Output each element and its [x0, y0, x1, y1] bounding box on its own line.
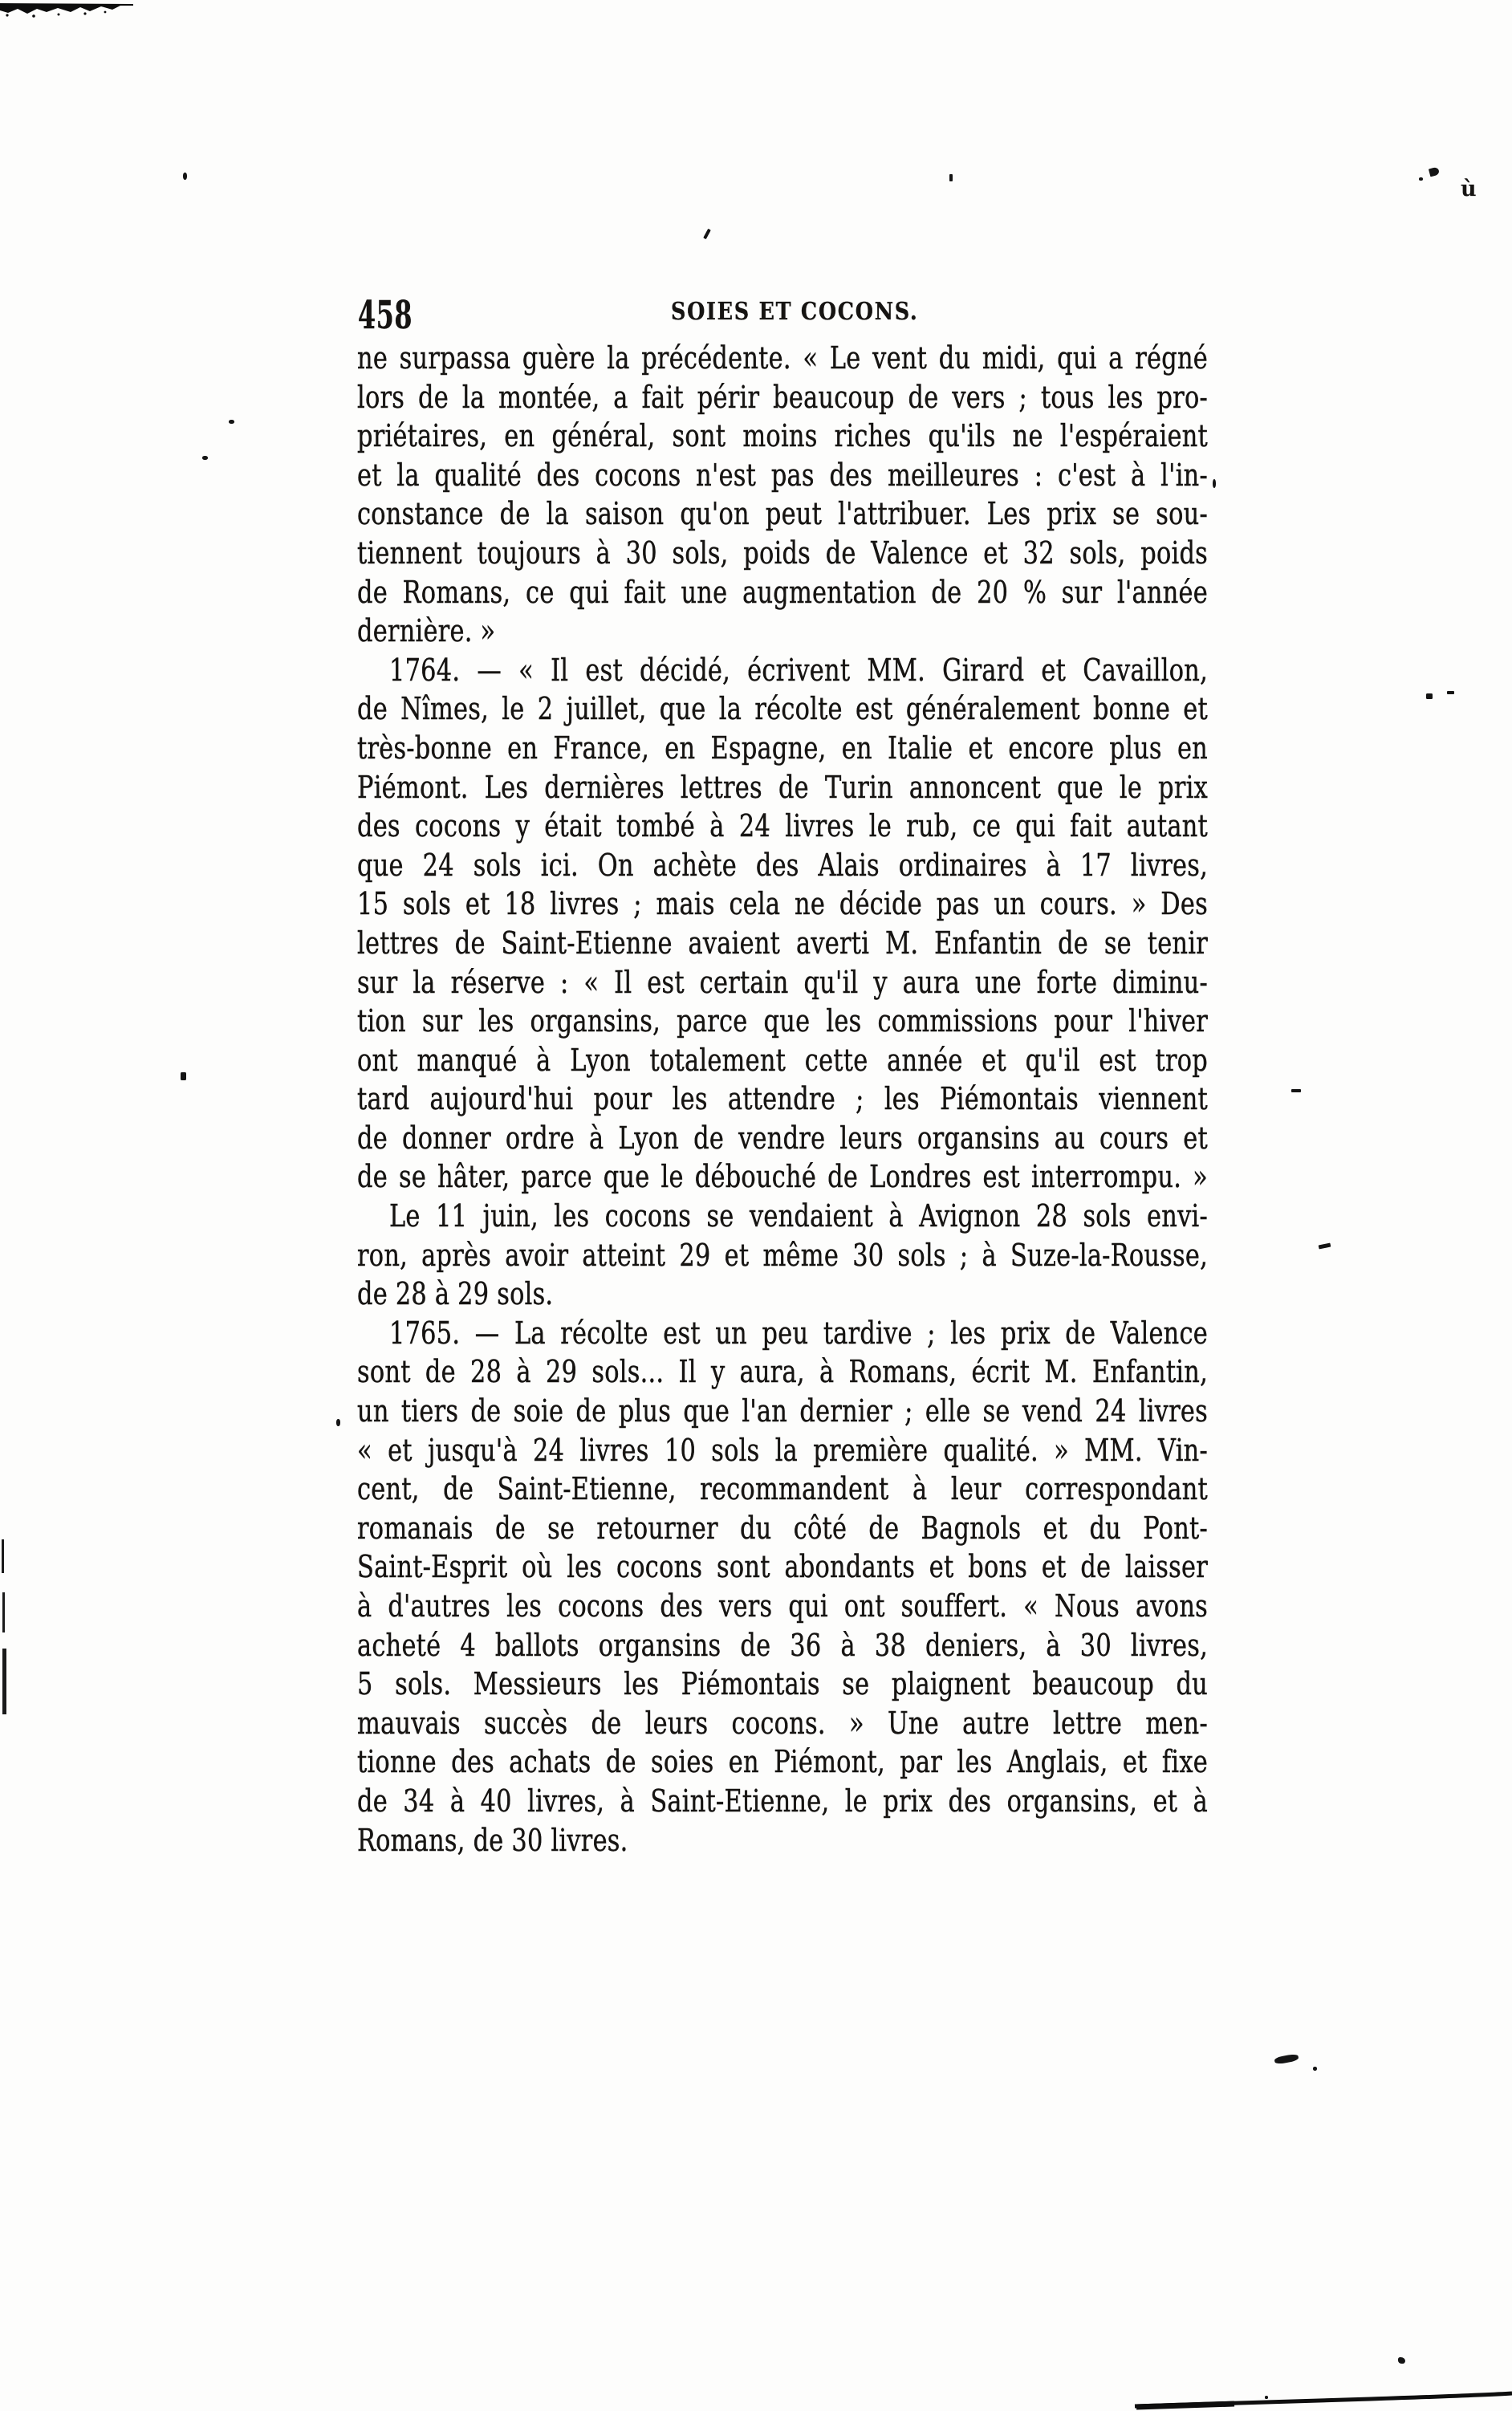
text-line: un tiers de soie de plus que l'an dernier ; elle se vend 24 livres — [357, 1393, 1208, 1429]
scan-speck — [1213, 479, 1216, 488]
text-line: tard aujourd'hui pour les attendre ; les Piémontais viennent — [357, 1081, 1208, 1117]
text-line: « et jusqu'à 24 livres 10 sols la première qualité. » MM. Vin- — [357, 1432, 1208, 1468]
text-line: Piémont. Les dernières lettres de Turin annoncent que le prix — [357, 769, 1208, 805]
text-line: lettres de Saint-Etienne avaient averti M. Enfantin de se tenir — [357, 925, 1208, 961]
scan-margin-mark — [2, 1539, 4, 1573]
text-line: Le 11 juin, les cocons se vendaient à Avignon 28 sols envi- — [389, 1198, 1208, 1234]
scan-speck — [1274, 2053, 1299, 2064]
text-line: Saint-Esprit où les cocons sont abondants et bons et de laisser — [357, 1549, 1208, 1585]
text-line: de 34 à 40 livres, à Saint-Etienne, le prix des organsins, et à — [357, 1783, 1208, 1819]
text-line: très-bonne en France, en Espagne, en Italie et encore plus en — [357, 730, 1208, 766]
text-line: et la qualité des cocons n'est pas des meilleures : c'est à l'in- — [357, 457, 1208, 493]
text-line: romanais de se retourner du côté de Bagnols et du Pont- — [357, 1510, 1208, 1546]
text-line: tiennent toujours à 30 sols, poids de Valence et 32 sols, poids — [357, 535, 1208, 571]
text-line: priétaires, en général, sont moins riches qu'ils ne l'espéraient — [357, 418, 1208, 454]
text-line: cent, de Saint-Etienne, recommandent à leur correspondant — [357, 1471, 1208, 1507]
page-number: 458 — [358, 293, 413, 338]
text-line: sont de 28 à 29 sols... Il y aura, à Romans, écrit M. Enfantin, — [357, 1354, 1208, 1390]
scan-speck — [1398, 2357, 1405, 2364]
scan-speck — [183, 173, 187, 180]
scan-speck — [1291, 1089, 1301, 1092]
text-line: Romans, de 30 livres. — [357, 1822, 628, 1858]
text-line: acheté 4 ballots organsins de 36 à 38 deniers, à 30 livres, — [357, 1627, 1208, 1663]
scan-speck — [703, 229, 711, 239]
scan-speck — [1319, 1242, 1331, 1249]
page-edge-shadow — [1130, 2387, 1512, 2411]
scan-ink-smudge-top-left — [0, 0, 140, 21]
scan-speck — [1447, 691, 1454, 694]
scan-speck — [949, 174, 953, 181]
text-line: de se hâter, parce que le débouché de Londres est interrompu. » — [357, 1159, 1208, 1195]
scan-speck — [202, 456, 208, 460]
text-line: 5 sols. Messieurs les Piémontais se plaignent beaucoup du — [357, 1666, 1208, 1702]
body-text — [357, 339, 1208, 1860]
text-line: tion sur les organsins, parce que les commissions pour l'hiver — [357, 1003, 1208, 1039]
text-line: de donner ordre à Lyon de vendre leurs organsins au cours et — [357, 1120, 1208, 1156]
text-line: que 24 sols ici. On achète des Alais ordinaires à 17 livres, — [357, 847, 1208, 883]
scan-speck — [1429, 167, 1440, 177]
text-line: ont manqué à Lyon totalement cette année et qu'il est trop — [357, 1042, 1208, 1078]
scan-speck — [1313, 2067, 1317, 2071]
scan-speck — [229, 420, 234, 424]
margin-stray-glyph: ù — [1461, 177, 1477, 201]
text-line: de Nîmes, le 2 juillet, que la récolte est généralement bonne et — [357, 691, 1208, 727]
text-line: des cocons y était tombé à 24 livres le rub, ce qui fait autant — [357, 808, 1208, 844]
text-line: dernière. » — [357, 613, 496, 649]
text-line: constance de la saison qu'on peut l'attribuer. Les prix se sou- — [357, 496, 1208, 532]
text-line: 1765. — La récolte est un peu tardive ; les prix de Valence — [389, 1315, 1208, 1351]
text-line: mauvais succès de leurs cocons. » Une autre lettre men- — [357, 1705, 1208, 1741]
scan-speck — [1426, 693, 1433, 699]
scan-speck — [1419, 177, 1423, 181]
text-line: tionne des achats de soies en Piémont, par les Anglais, et fixe — [357, 1744, 1208, 1780]
text-line: sur la réserve : « Il est certain qu'il y aura une forte diminu- — [357, 964, 1208, 1000]
scan-speck — [336, 1419, 340, 1426]
text-line: 1764. — « Il est décidé, écrivent MM. Girard et Cavaillon, — [389, 652, 1208, 688]
scan-speck — [181, 1072, 186, 1080]
text-line: de 28 à 29 sols. — [357, 1276, 554, 1312]
scan-margin-mark — [2, 1592, 5, 1632]
text-line: 15 sols et 18 livres ; mais cela ne décide pas un cours. » Des — [357, 886, 1208, 922]
text-line: ne surpassa guère la précédente. « Le vent du midi, qui a régné — [357, 340, 1208, 376]
text-line: ron, après avoir atteint 29 et même 30 sols ; à Suze-la-Rousse, — [357, 1237, 1208, 1273]
text-line: à d'autres les cocons des vers qui ont souffert. « Nous avons — [357, 1588, 1208, 1624]
scan-margin-mark — [2, 1649, 6, 1714]
text-line: lors de la montée, a fait périr beaucoup de vers ; tous les pro- — [357, 379, 1208, 415]
text-line: de Romans, ce qui fait une augmentation de 20 % sur l'année — [357, 574, 1208, 610]
running-title: SOIES ET COCONS. — [671, 298, 919, 326]
